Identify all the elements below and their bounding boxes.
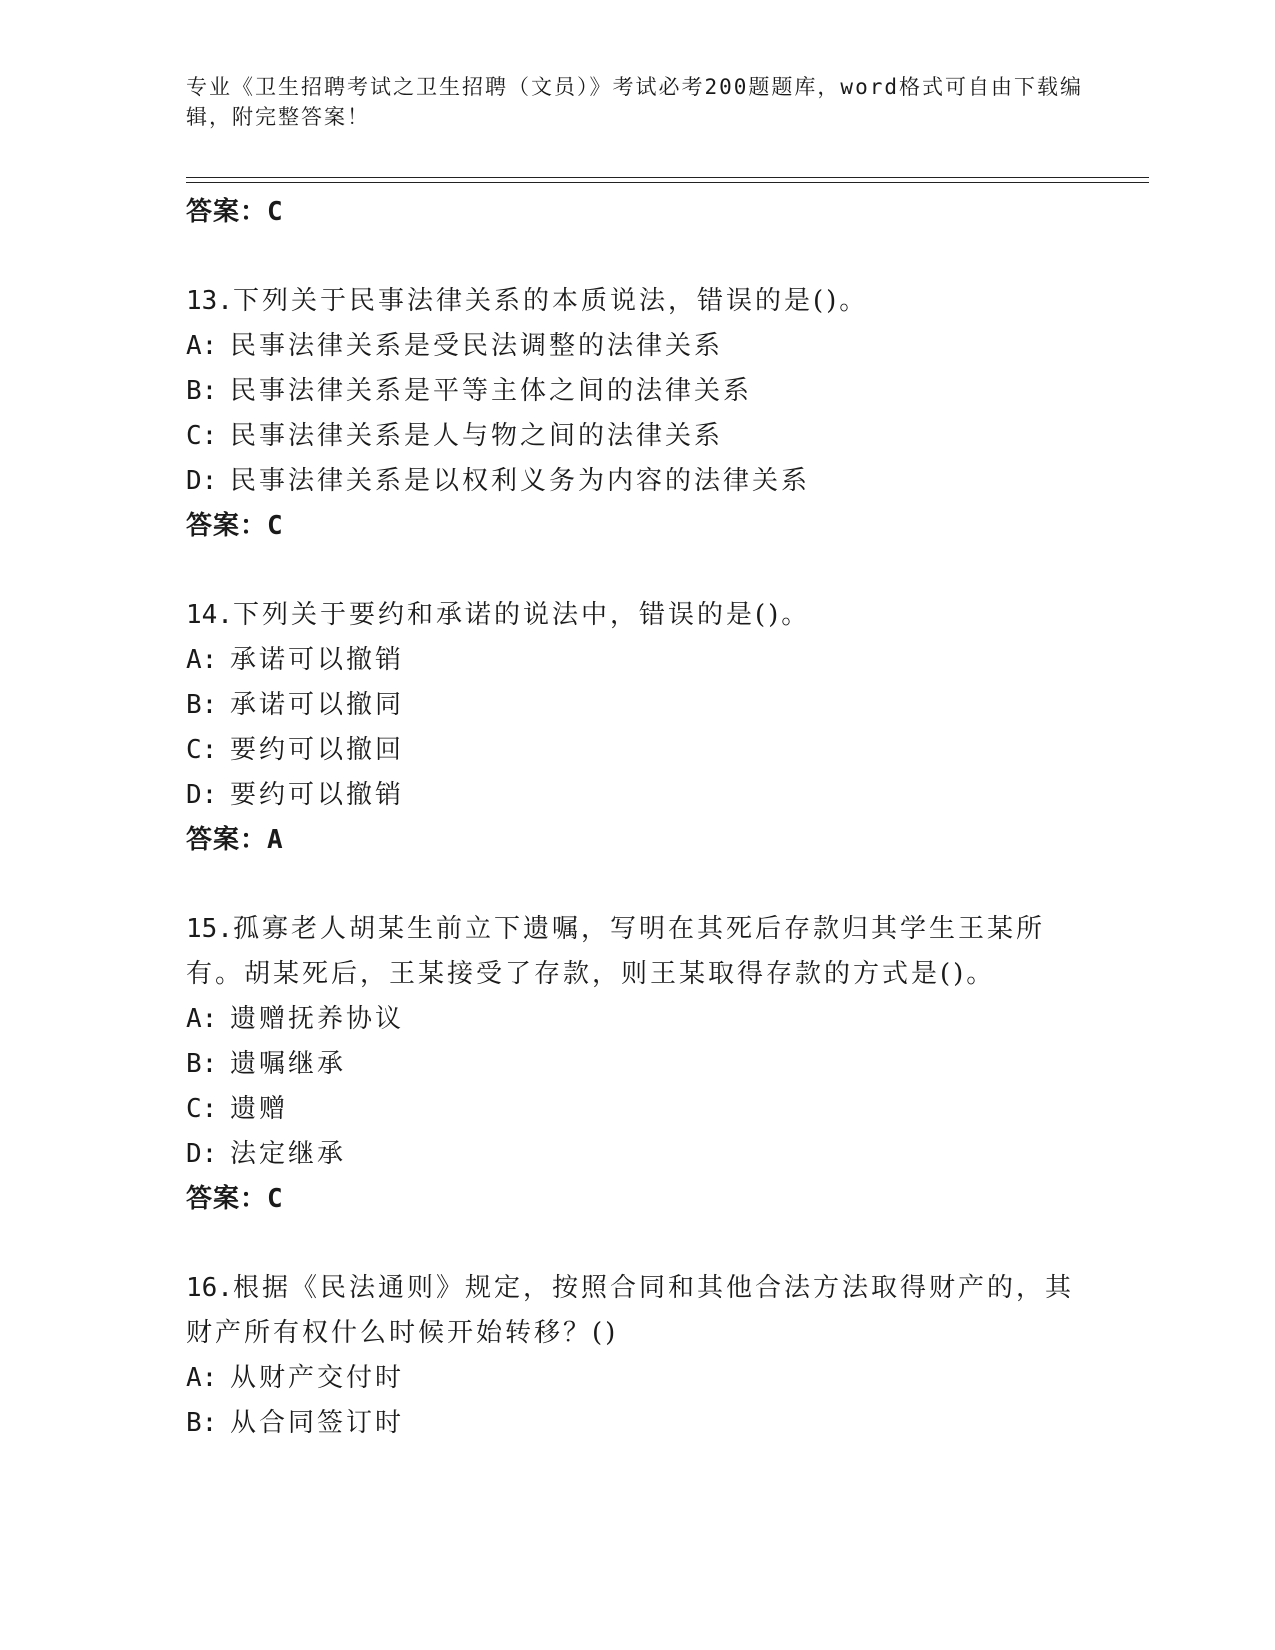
option-text: 遗嘱继承	[230, 1049, 347, 1079]
answer-value: C	[267, 511, 284, 541]
option-letter: A:	[186, 331, 218, 361]
question-text: 根据《民法通则》规定，按照合同和其他合法方法取得财产的，其财产所有权什么时候开始转移？()	[186, 1273, 1074, 1348]
question-number: 15.	[186, 914, 233, 944]
option-c	[186, 414, 1086, 459]
option-text: 民事法律关系是以权利义务为内容的法律关系	[230, 466, 811, 496]
document-header: 专业《卫生招聘考试之卫生招聘（文员）》考试必考200题题库，word格式可自由下载编辑，附完整答案！	[186, 75, 1083, 129]
option-c	[186, 728, 1086, 773]
option-letter: B:	[186, 376, 218, 406]
answer-value: C	[267, 1184, 284, 1214]
spacer	[186, 234, 1086, 279]
option-text: 从财产交付时	[230, 1363, 405, 1393]
option-text: 民事法律关系是平等主体之间的法律关系	[230, 376, 753, 406]
option-text: 民事法律关系是受民法调整的法律关系	[230, 331, 724, 361]
option-letter: B:	[186, 690, 218, 720]
answer-label: 答案：	[186, 825, 268, 855]
option-text: 法定继承	[230, 1139, 347, 1169]
option-text: 承诺可以撤同	[230, 690, 405, 720]
answer-label: 答案：	[186, 197, 268, 227]
option-letter: C:	[186, 1094, 218, 1124]
option-text: 从合同签订时	[230, 1408, 405, 1438]
question-text: 孤寡老人胡某生前立下遗嘱，写明在其死后存款归其学生王某所有。胡某死后，王某接受了存款，则王某取得存款的方式是()。	[186, 914, 1045, 989]
option-a	[186, 638, 1086, 683]
answer-label: 答案：	[186, 511, 268, 541]
question-14	[186, 593, 1086, 638]
option-text: 民事法律关系是人与物之间的法律关系	[230, 421, 724, 451]
option-c	[186, 1087, 1086, 1132]
option-text: 遗赠	[230, 1094, 289, 1124]
question-number: 13.	[186, 286, 233, 316]
question-13	[186, 279, 1086, 324]
option-text: 遗赠抚养协议	[230, 1004, 405, 1034]
spacer	[186, 862, 1086, 907]
option-letter: C:	[186, 421, 218, 451]
option-letter: B:	[186, 1408, 218, 1438]
option-b	[186, 1401, 1086, 1446]
option-letter: A:	[186, 1363, 218, 1393]
option-a	[186, 1356, 1086, 1401]
option-letter: D:	[186, 466, 218, 496]
option-d	[186, 1132, 1086, 1177]
option-letter: C:	[186, 735, 218, 765]
answer-label: 答案：	[186, 1184, 268, 1214]
option-d	[186, 773, 1086, 818]
option-letter: A:	[186, 1004, 218, 1034]
question-15	[186, 907, 1086, 997]
answer-line	[186, 190, 1086, 234]
answer-line	[186, 818, 1086, 862]
header-divider	[186, 177, 1149, 183]
answer-line	[186, 504, 1086, 548]
question-number: 14.	[186, 600, 233, 630]
spacer	[186, 1221, 1086, 1266]
option-d	[186, 459, 1086, 504]
option-b	[186, 683, 1086, 728]
option-letter: D:	[186, 780, 218, 810]
answer-value: A	[267, 825, 284, 855]
question-text: 下列关于要约和承诺的说法中，错误的是()。	[232, 600, 811, 630]
answer-value: C	[267, 197, 284, 227]
question-list	[186, 190, 1086, 1446]
option-letter: D:	[186, 1139, 218, 1169]
question-16	[186, 1266, 1086, 1356]
option-b	[186, 1042, 1086, 1087]
question-text: 下列关于民事法律关系的本质说法，错误的是()。	[232, 286, 869, 316]
option-letter: A:	[186, 645, 218, 675]
answer-line	[186, 1177, 1086, 1221]
option-text: 承诺可以撤销	[230, 645, 405, 675]
option-text: 要约可以撤回	[230, 735, 405, 765]
option-text: 要约可以撤销	[230, 780, 405, 810]
option-b	[186, 369, 1086, 414]
option-a	[186, 997, 1086, 1042]
spacer	[186, 548, 1086, 593]
question-number: 16.	[186, 1273, 233, 1303]
option-letter: B:	[186, 1049, 218, 1079]
option-a	[186, 324, 1086, 369]
